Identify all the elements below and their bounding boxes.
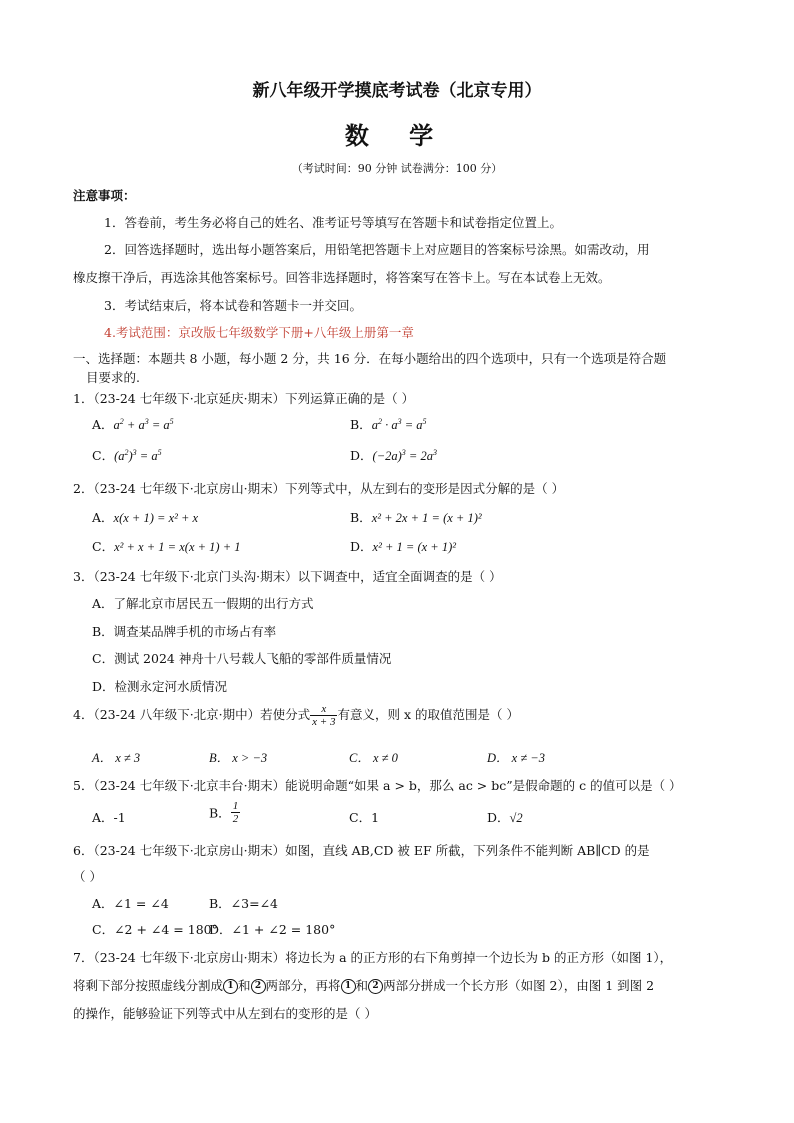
question-7-line-3: 的操作，能够验证下列等式中从左到右的变形的是（ ）: [73, 1006, 377, 1021]
question-5-option-c: C．1: [349, 810, 380, 825]
section-1-heading-line-1: 一、选择题：本题共 8 小题，每小题 2 分，共 16 分．在每小题给出的四个选项中，只有一个选项是符合题: [73, 351, 667, 366]
question-1-option-b: B．$a^2 \cdot a^3 = a^5$: [350, 416, 427, 432]
circled-number-2: 2: [251, 979, 266, 994]
question-4-option-a: A． x ≠ 3: [92, 751, 141, 765]
circled-number-2: 2: [368, 979, 383, 994]
section-1-heading-line-2: 目要求的.: [86, 370, 140, 385]
question-4-option-d: D． x ≠ −3: [487, 751, 545, 765]
question-3-option-b: B．调查某品牌手机的市场占有率: [92, 624, 277, 639]
question-1-stem: 1．（23-24 七年级下·北京延庆·期末）下列运算正确的是（ ）: [73, 391, 415, 406]
question-5-option-b: B． $\frac{1}{2}$: [209, 800, 239, 825]
circled-number-1: 1: [223, 979, 238, 994]
question-6-option-a: A．∠1 = ∠4: [92, 896, 169, 911]
question-4-stem: 4．（23-24 八年级下·北京·期中）若使分式 $\frac{x}{x + 3}$ 有意义，则 x 的取值范围是（ ）: [73, 703, 519, 728]
notes-heading: 注意事项：: [73, 188, 136, 203]
question-1-option-a: A．$a^2 + a^3 = a^5$: [92, 416, 174, 432]
question-6-stem-line-1: 6．（23-24 七年级下·北京房山·期末）如图，直线 AB,CD 被 EF 所截，下列条件不能判断 AB∥CD 的是: [73, 843, 650, 858]
question-1-option-c: C．$(a^2)^3 = a^5$: [92, 447, 162, 463]
note-item-2-line-1: 2．回答选择题时，选出每小题答案后，用铅笔把答题卡上对应题目的答案标号涂黑。如需改动，用: [104, 242, 650, 257]
note-item-3: 3．考试结束后，将本试卷和答题卡一并交回。: [104, 298, 362, 313]
question-6-option-b: B．∠3=∠4: [209, 896, 279, 911]
question-3-option-a: A．了解北京市居民五一假期的出行方式: [92, 596, 314, 611]
question-2-option-d: D．x² + 1 = (x + 1)²: [350, 539, 457, 554]
question-6-option-d: D．∠1 + ∠2 = 180°: [209, 922, 336, 937]
exam-title: 新八年级开学摸底考试卷（北京专用）: [252, 81, 542, 101]
question-6-option-c: C．∠2 + ∠4 = 180°: [92, 922, 218, 937]
circled-number-1: 1: [341, 979, 356, 994]
question-2-option-b: B．x² + 2x + 1 = (x + 1)²: [350, 510, 482, 525]
question-5-option-a: A．-1: [92, 810, 126, 825]
question-1-option-d: D．$(-2a)^3 = 2a^3$: [350, 447, 437, 463]
question-2-option-a: A．x(x + 1) = x² + x: [92, 510, 199, 525]
subject-title: 数 学: [344, 122, 450, 150]
question-4-fraction: $\frac{x}{x + 3}$: [312, 703, 336, 728]
question-2-option-c: C．x² + x + 1 = x(x + 1) + 1: [92, 539, 241, 554]
question-7-line-1: 7．（23-24 七年级下·北京房山·期末）将边长为 a 的正方形的右下角剪掉一个边长为 b 的正方形（如图 1），: [73, 950, 673, 965]
question-6-stem-line-2: （ ）: [73, 869, 102, 884]
note-item-1: 1．答卷前，考生务必将自己的姓名、准考证号等填写在答题卡和试卷指定位置上。: [104, 215, 562, 230]
question-3-option-d: D．检测永定河水质情况: [92, 679, 228, 694]
question-4-option-c: C． x ≠ 0: [349, 751, 398, 765]
note-item-4-exam-scope: 4.考试范围：京改版七年级数学下册+八年级上册第一章: [104, 325, 414, 340]
question-5-stem: 5．（23-24 七年级下·北京丰台·期末）能说明命题“如果 a > b，那么 ac > bc”是假命题的 c 的值可以是（ ）: [73, 778, 682, 793]
question-7-line-2: 将剩下部分按照虚线分割成 1 和 2 两部分，再将 1 和 2 两部分拼成一个长方形（如图 2），由图 1 到图 2: [73, 978, 655, 993]
question-2-stem: 2．（23-24 七年级下·北京房山·期末）下列等式中，从左到右的变形是因式分解的是（ ）: [73, 481, 565, 496]
note-item-2-line-2: 橡皮擦干净后，再选涂其他答案标号。回答非选择题时，将答案写在答卡上。写在本试卷上无效。: [73, 270, 611, 285]
exam-time-info: （考试时间：90 分钟 试卷满分：100 分）: [291, 162, 503, 175]
question-5-option-d: D．√2: [487, 810, 523, 825]
question-3-stem: 3．（23-24 七年级下·北京门头沟·期末）以下调查中，适宜全面调查的是（ ）: [73, 569, 502, 584]
question-4-option-b: B． x > −3: [209, 751, 268, 765]
question-3-option-c: C．测试 2024 神舟十八号载人飞船的零部件质量情况: [92, 651, 392, 666]
